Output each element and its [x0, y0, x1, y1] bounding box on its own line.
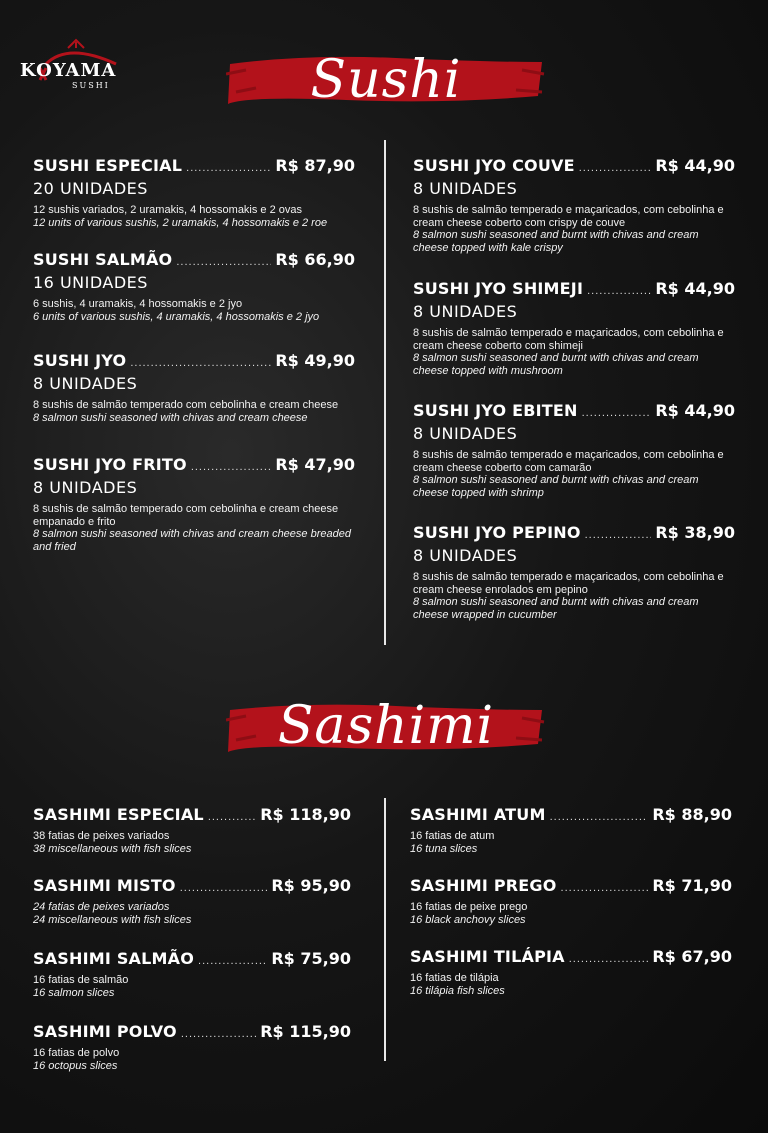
- leader-dots: [180, 882, 268, 894]
- item-name: SASHIMI MISTO: [33, 876, 176, 895]
- item-description-en: 16 octopus slices: [33, 1059, 118, 1072]
- item-description: 16 fatias de tilápia: [410, 972, 499, 984]
- leader-dots: [208, 811, 256, 823]
- leader-dots: [550, 811, 649, 823]
- leader-dots: [198, 955, 267, 967]
- item-price: R$ 95,90: [271, 876, 351, 895]
- leader-dots: [561, 882, 649, 894]
- leader-dots: [130, 357, 271, 369]
- leader-dots: [176, 256, 271, 268]
- item-description-en: 8 salmon sushi seasoned and burnt with chivas and cream cheese topped with kale crispy: [413, 229, 699, 254]
- section-title-sushi: Sushi: [310, 50, 462, 110]
- item-price: R$ 71,90: [652, 876, 732, 895]
- menu-item: [33, 949, 351, 999]
- item-description: 24 fatias de peixes variados: [33, 901, 170, 913]
- item-price: R$ 49,90: [275, 351, 355, 370]
- item-description-en: 16 black anchovy slices: [410, 913, 526, 926]
- item-description-en: 12 units of various sushis, 2 uramakis, 4 hossomakis e 2 roe: [33, 216, 328, 229]
- menu-item: [33, 876, 351, 926]
- item-price: R$ 118,90: [260, 805, 351, 824]
- item-description-en: 8 salmon sushi seasoned and burnt with chivas and cream cheese topped with mushroom: [413, 352, 699, 377]
- item-name: SASHIMI ESPECIAL: [33, 805, 204, 824]
- item-name: SUSHI JYO PEPINO: [413, 523, 581, 542]
- item-price: R$ 44,90: [655, 279, 735, 298]
- item-description: 16 fatias de polvo: [33, 1047, 120, 1059]
- item-description-en: 6 units of various sushis, 4 uramakis, 4 hossomakis e 2 jyo: [33, 310, 320, 323]
- brand-sub: SUSHI: [72, 81, 110, 90]
- item-description-en: 8 salmon sushi seasoned and burnt with chivas and cream cheese wrapped in cucumber: [413, 596, 699, 621]
- item-description: 8 sushis de salmão temperado com cebolinha e cream cheese: [33, 399, 339, 411]
- item-description-en: 16 tilápia fish slices: [410, 984, 505, 997]
- item-name: SASHIMI TILÁPIA: [410, 947, 565, 966]
- item-price: R$ 87,90: [275, 156, 355, 175]
- item-units: 8 UNIDADES: [33, 478, 138, 497]
- leader-dots: [579, 162, 652, 174]
- item-name: SASHIMI ATUM: [410, 805, 546, 824]
- menu-item: [33, 250, 355, 323]
- item-description-en: 8 salmon sushi seasoned with chivas and cream cheese: [33, 411, 308, 424]
- item-description: 16 fatias de peixe prego: [410, 901, 528, 913]
- menu-item: [410, 947, 732, 997]
- item-units: 16 UNIDADES: [33, 273, 148, 292]
- item-description: 8 sushis de salmão temperado com cebolinha e cream cheese empanado e frito: [33, 503, 339, 528]
- leader-dots: [587, 285, 651, 297]
- menu-item: [413, 156, 735, 254]
- item-price: R$ 44,90: [655, 401, 735, 420]
- leader-dots: [585, 529, 652, 541]
- sushi-banner: [226, 40, 546, 120]
- item-name: SASHIMI PREGO: [410, 876, 557, 895]
- leader-dots: [569, 953, 649, 965]
- menu-item: [33, 156, 355, 229]
- item-name: SUSHI JYO EBITEN: [413, 401, 578, 420]
- item-description: 8 sushis de salmão temperado e maçaricados, com cebolinha e cream cheese enrolados em pepino: [413, 571, 724, 596]
- item-description-en: 8 salmon sushi seasoned and burnt with chivas and cream cheese topped with shrimp: [413, 474, 699, 499]
- menu-item: [410, 876, 732, 926]
- leader-dots: [181, 1028, 256, 1040]
- menu-item: [413, 401, 735, 499]
- menu-item: [413, 523, 735, 621]
- item-description-en: 16 salmon slices: [33, 986, 115, 999]
- leader-dots: [186, 162, 271, 174]
- sushi-column-divider: [384, 140, 386, 645]
- item-units: 8 UNIDADES: [413, 179, 518, 198]
- item-units: 8 UNIDADES: [33, 374, 138, 393]
- item-description: 12 sushis variados, 2 uramakis, 4 hossomakis e 2 ovas: [33, 204, 303, 216]
- item-description: 16 fatias de salmão: [33, 974, 129, 986]
- item-name: SASHIMI POLVO: [33, 1022, 177, 1041]
- item-description-en: 24 miscellaneous with fish slices: [33, 913, 192, 926]
- item-units: 8 UNIDADES: [413, 424, 518, 443]
- menu-item: [33, 805, 351, 855]
- koyama-logo: [16, 38, 120, 98]
- brand-name: KOYAMA: [20, 60, 117, 81]
- item-units: 8 UNIDADES: [413, 302, 518, 321]
- item-price: R$ 44,90: [655, 156, 735, 175]
- leader-dots: [582, 407, 652, 419]
- leader-dots: [191, 461, 272, 473]
- item-description: 8 sushis de salmão temperado e maçaricados, com cebolinha e cream cheese coberto com camarão: [413, 449, 724, 474]
- item-units: 8 UNIDADES: [413, 546, 518, 565]
- item-price: R$ 75,90: [271, 949, 351, 968]
- item-price: R$ 115,90: [260, 1022, 351, 1041]
- item-price: R$ 66,90: [275, 250, 355, 269]
- item-description: 16 fatias de atum: [410, 830, 495, 842]
- menu-item: [410, 805, 732, 855]
- section-title-sashimi: Sashimi: [277, 696, 495, 756]
- item-name: SUSHI JYO COUVE: [413, 156, 575, 175]
- sashimi-column-divider: [384, 798, 386, 1061]
- item-name: SUSHI JYO SHIMEJI: [413, 279, 584, 298]
- item-name: SUSHI JYO FRITO: [33, 455, 187, 474]
- item-description: 8 sushis de salmão temperado e maçaricados, com cebolinha e cream cheese coberto com crispy de couve: [413, 204, 724, 229]
- item-description: 6 sushis, 4 uramakis, 4 hossomakis e 2 jyo: [33, 298, 243, 310]
- item-description-en: 16 tuna slices: [410, 842, 478, 855]
- menu-item: [33, 351, 355, 424]
- item-price: R$ 38,90: [655, 523, 735, 542]
- item-name: SASHIMI SALMÃO: [33, 949, 195, 968]
- item-description: 38 fatias de peixes variados: [33, 830, 170, 842]
- item-name: SUSHI JYO: [33, 351, 127, 370]
- item-description: 8 sushis de salmão temperado e maçaricados, com cebolinha e cream cheese coberto com shimeji: [413, 327, 724, 352]
- item-price: R$ 67,90: [652, 947, 732, 966]
- item-name: SUSHI SALMÃO: [33, 250, 173, 269]
- item-units: 20 UNIDADES: [33, 179, 148, 198]
- item-description-en: 8 salmon sushi seasoned with chivas and cream cheese breaded and fried: [33, 528, 351, 553]
- item-price: R$ 88,90: [652, 805, 732, 824]
- menu-item: [33, 455, 355, 553]
- item-price: R$ 47,90: [275, 455, 355, 474]
- menu-item: [413, 279, 735, 377]
- item-name: SUSHI ESPECIAL: [33, 156, 183, 175]
- item-description-en: 38 miscellaneous with fish slices: [33, 842, 192, 855]
- sashimi-banner: [226, 690, 546, 770]
- menu-item: [33, 1022, 351, 1072]
